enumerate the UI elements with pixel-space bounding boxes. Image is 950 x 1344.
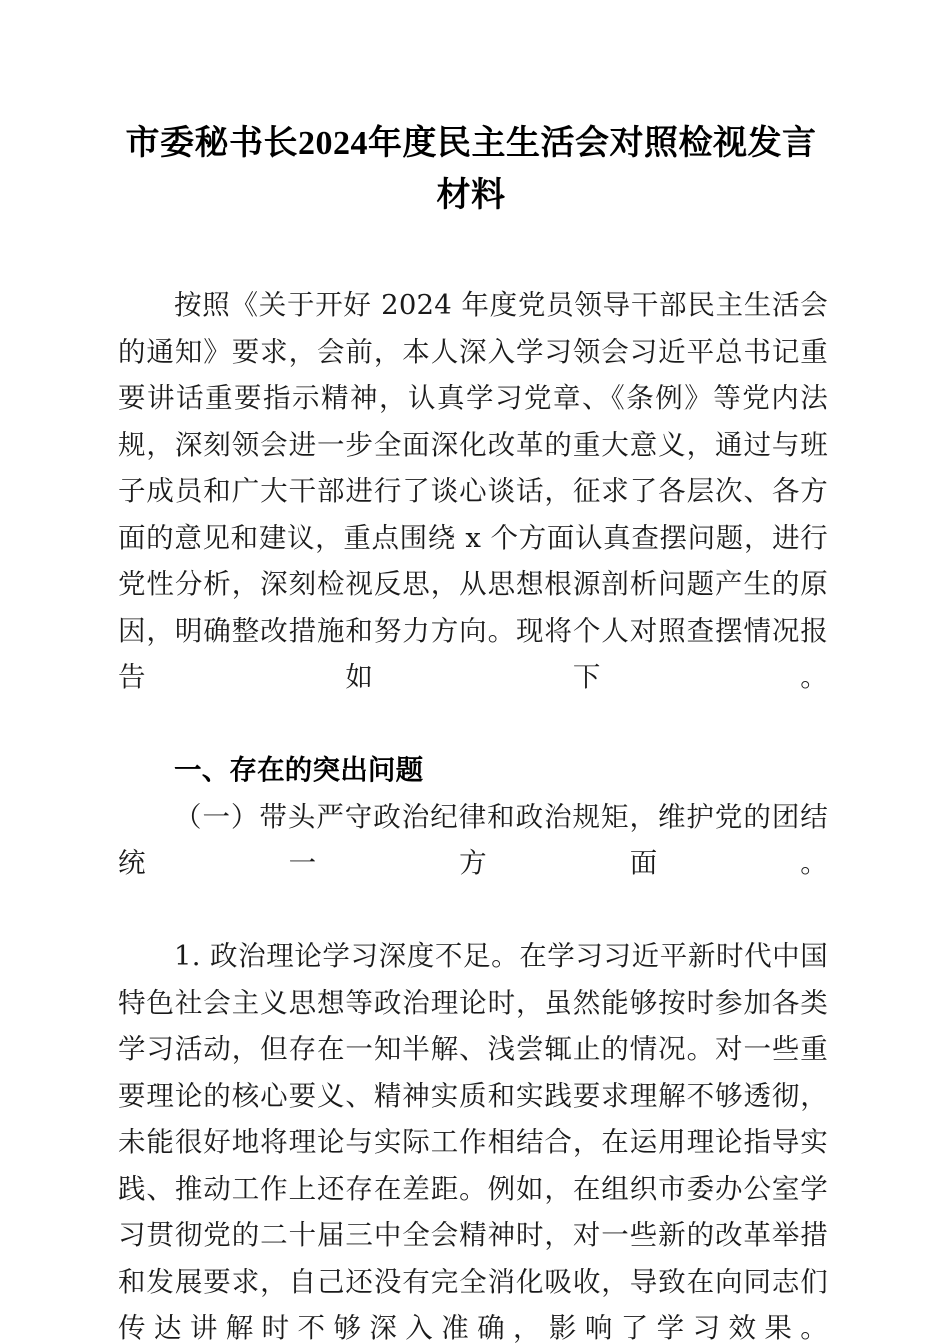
subsection-heading-1-1: （一）带头严守政治纪律和政治规矩，维护党的团结统一方面。 bbox=[118, 800, 828, 879]
document-content bbox=[118, 0, 828, 1344]
opening-paragraph: 按照《关于开好 2024 年度党员领导干部民主生活会的通知》要求，会前，本人深入学习领会习近平总书记重要讲话重要指示精神，认真学习党章、《条例》等党内法规，深刻领会进一步全面深化改革的重大意义，通过与班子成员和广大干部进行了谈心谈话，征求了各层次、各方面的意见和建议，重点围绕 x 个方面认真查摆问题，进行党性分析，深刻检视反思，从思想根源剖析问题产生的原因，明确整改措施和努力方向。现将个人对照查摆情况报告如下。 bbox=[118, 289, 828, 693]
item-1-paragraph: 1. 政治理论学习深度不足。在学习习近平新时代中国特色社会主义思想等政治理论时，虽然能够按时参加各类学习活动，但存在一知半解、浅尝辄止的情况。对一些重要理论的核心要义、精神实质和实践要求理解不够透彻，未能很好地将理论与实际工作相结合，在运用理论指导实践、推动工作上还存在差距。例如，在组织市委办公室学习贯彻党的二十届三中全会精神时，对一些新的改革举措和发展要求，自己还没有完全消化吸收，导致在向同志们传达讲解时不够深入准确，影响了学习效果。 bbox=[118, 940, 828, 1344]
section-heading-1: 一、存在的突出问题 bbox=[174, 754, 424, 785]
page-title: 市委秘书长2024年度民主生活会对照检视发言材料 bbox=[125, 125, 817, 214]
